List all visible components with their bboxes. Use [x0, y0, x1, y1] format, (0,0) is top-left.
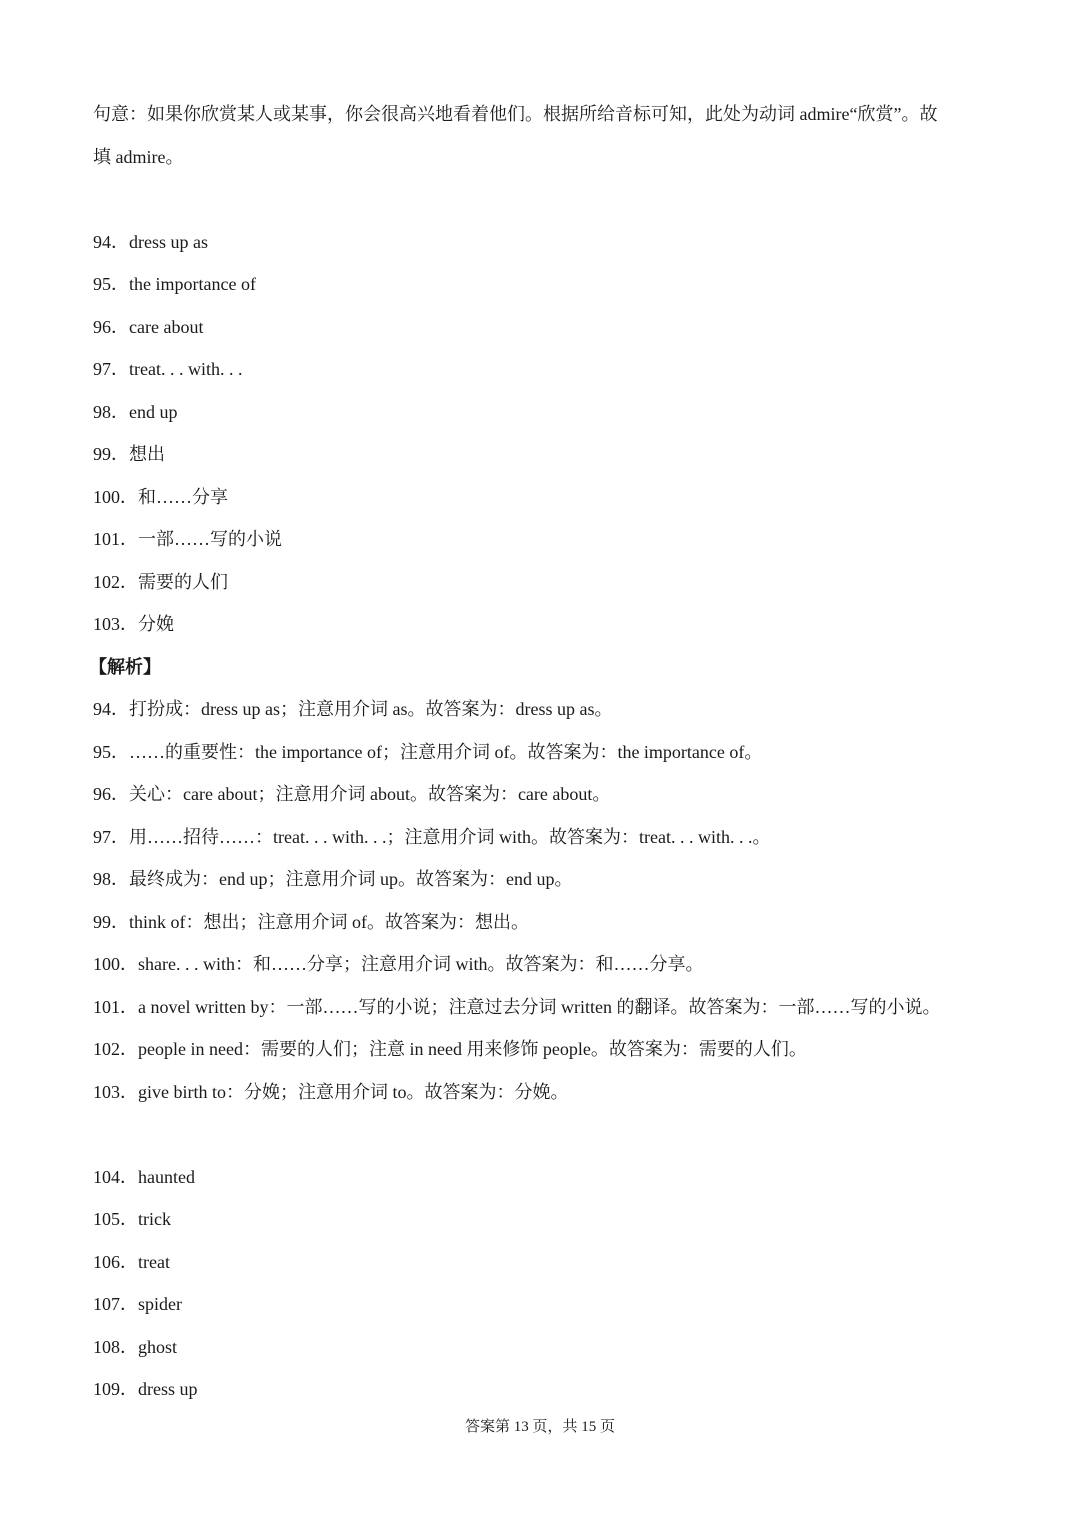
item-number: 94．	[93, 699, 129, 719]
item-text: spider	[138, 1294, 182, 1314]
item-text: 最终成为：end up；注意用介词 up。故答案为：end up。	[129, 869, 573, 889]
analysis-item	[93, 731, 993, 774]
page-footer: 答案第 13 页，共 15 页	[464, 1419, 615, 1435]
answer-item	[93, 1368, 993, 1411]
spacer	[93, 178, 993, 221]
item-number: 104．	[93, 1166, 138, 1187]
item-text: 需要的人们	[138, 571, 228, 592]
item-text: end up	[129, 401, 178, 422]
item-number: 94．	[93, 231, 129, 252]
page-content	[89, 93, 993, 1411]
answer-item	[93, 433, 993, 476]
analysis-item	[93, 986, 993, 1029]
item-number: 108．	[93, 1336, 138, 1357]
item-number: 95．	[93, 741, 129, 762]
answer-item	[93, 348, 993, 391]
item-number: 98．	[93, 401, 129, 422]
item-text: haunted	[138, 1166, 195, 1187]
item-text: 想出	[129, 444, 165, 464]
item-number: 102．	[93, 1039, 138, 1059]
answer-item	[93, 1283, 993, 1326]
answer-item	[93, 603, 993, 646]
item-number: 109．	[93, 1379, 138, 1399]
item-number: 106．	[93, 1251, 138, 1272]
item-number: 99．	[93, 444, 129, 464]
answer-item	[93, 518, 993, 561]
item-text: the importance of	[129, 274, 256, 294]
item-number: 103．	[93, 1081, 138, 1102]
item-text: 打扮成：dress up as；注意用介词 as。故答案为：dress up as。	[129, 699, 613, 719]
item-text: ghost	[138, 1336, 178, 1357]
analysis-item	[93, 901, 993, 944]
item-number: 99．	[93, 911, 129, 932]
item-text: dress up as	[129, 231, 208, 252]
item-number: 96．	[93, 316, 129, 337]
answer-item	[93, 221, 993, 264]
item-text: ……的重要性：the importance of；注意用介词 of。故答案为：the importance of。	[129, 741, 763, 762]
item-number: 95．	[93, 274, 129, 294]
answer-item	[93, 306, 993, 349]
item-text: 和……分享	[138, 486, 228, 507]
item-number: 107．	[93, 1294, 138, 1314]
answer-item	[93, 391, 993, 434]
analysis-list	[93, 688, 993, 1113]
item-number: 100．	[93, 954, 138, 974]
item-number: 105．	[93, 1209, 138, 1229]
item-number: 100．	[93, 486, 138, 507]
analysis-item	[93, 773, 993, 816]
item-text: trick	[138, 1209, 171, 1229]
item-text: treat. . . with. . .	[129, 359, 243, 379]
answer-item	[93, 561, 993, 604]
item-text: dress up	[138, 1379, 198, 1399]
item-text: people in need：需要的人们；注意 in need 用来修饰 people。故答案为：需要的人们。	[138, 1039, 807, 1059]
item-text: share. . . with：和……分享；注意用介词 with。故答案为：和……分享。	[138, 954, 704, 974]
item-text: 用……招待……：treat. . . with. . .；注意用介词 with。故答案为：treat. . . with. . .。	[129, 826, 771, 847]
answer-list-a	[93, 221, 993, 646]
analysis-item	[93, 688, 993, 731]
intro-line-1: 句意：如果你欣赏某人或某事，你会很高兴地看着他们。根据所给音标可知，此处为动词 admire“欣赏”。故	[93, 104, 938, 124]
item-text: give birth to：分娩；注意用介词 to。故答案为：分娩。	[138, 1081, 569, 1102]
item-text: think of：想出；注意用介词 of。故答案为：想出。	[129, 911, 529, 932]
item-number: 96．	[93, 784, 129, 804]
item-number: 103．	[93, 614, 138, 634]
item-text: a novel written by：一部……写的小说；注意过去分词 written 的翻译。故答案为：一部……写的小说。	[138, 996, 941, 1017]
answer-item	[93, 263, 993, 306]
analysis-item	[93, 816, 993, 859]
answer-item	[93, 1241, 993, 1284]
item-text: 分娩	[138, 614, 174, 634]
item-number: 98．	[93, 869, 129, 889]
item-text: care about	[129, 316, 204, 337]
analysis-item	[93, 858, 993, 901]
answer-item	[93, 476, 993, 519]
analysis-item	[93, 1028, 993, 1071]
answer-item	[93, 1198, 993, 1241]
intro-line-2: 填 admire。	[93, 146, 184, 167]
item-number: 102．	[93, 571, 138, 592]
analysis-heading: 【解析】	[89, 656, 161, 677]
item-text: 一部……写的小说	[138, 529, 282, 549]
item-number: 101．	[93, 529, 138, 549]
item-text: treat	[138, 1251, 170, 1272]
answer-item	[93, 1326, 993, 1369]
answer-list-b	[93, 1156, 993, 1411]
item-number: 97．	[93, 359, 129, 379]
item-number: 97．	[93, 826, 129, 847]
analysis-item	[93, 943, 993, 986]
answer-item	[93, 1156, 993, 1199]
spacer	[93, 1113, 993, 1156]
item-number: 101．	[93, 996, 138, 1017]
analysis-item	[93, 1071, 993, 1114]
item-text: 关心：care about；注意用介词 about。故答案为：care about。	[129, 784, 611, 804]
